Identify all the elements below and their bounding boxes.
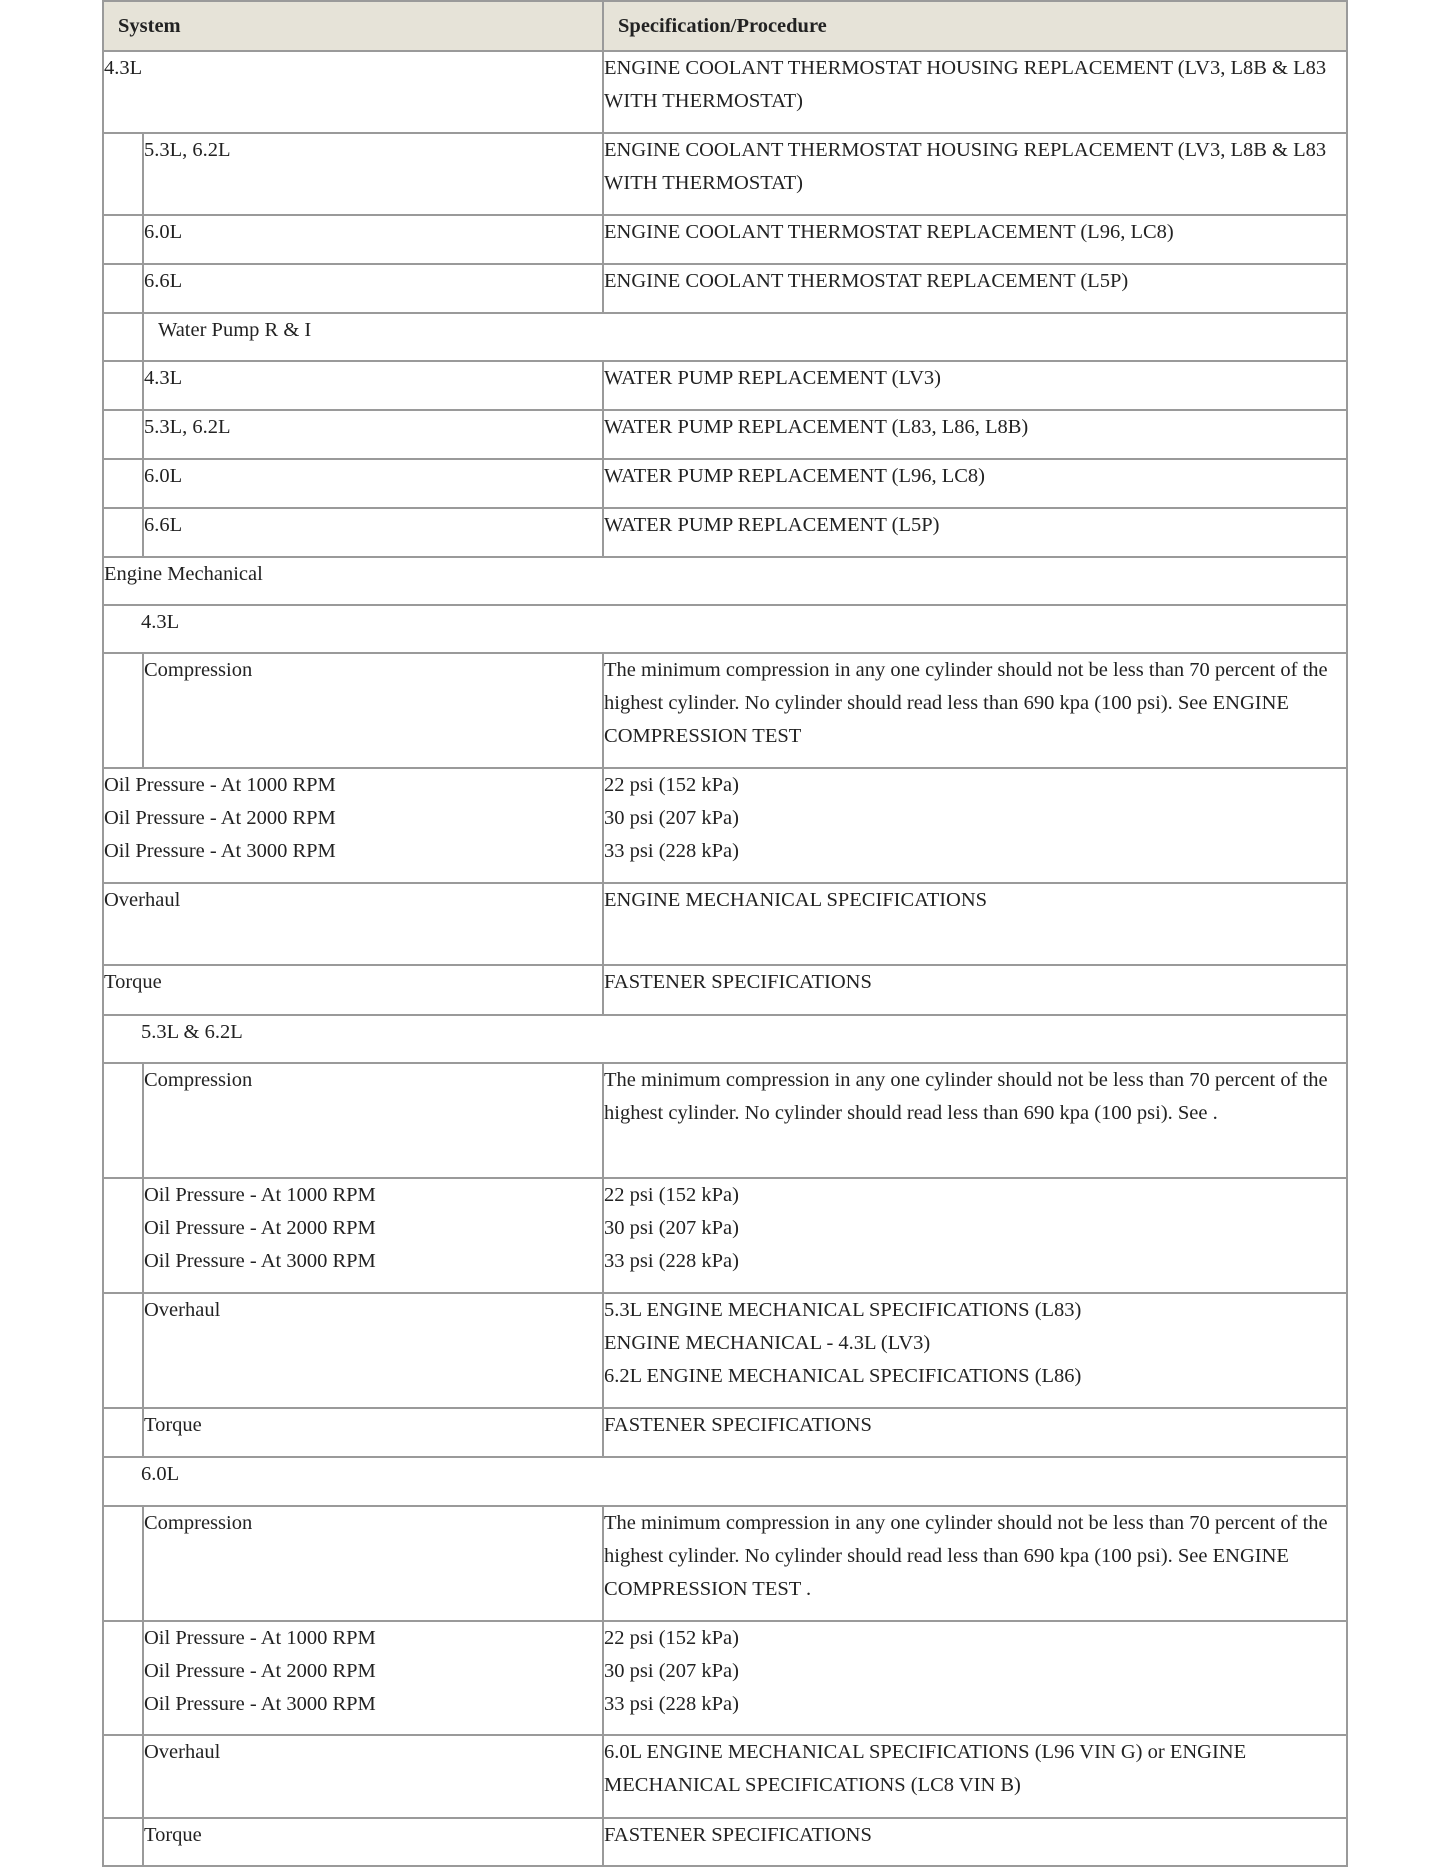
spec-line: 22 psi (152 kPa) xyxy=(604,774,739,796)
table-row xyxy=(103,361,1347,410)
system-cell: Torque xyxy=(103,965,603,1015)
spec-line: 33 psi (228 kPa) xyxy=(604,1250,739,1272)
spec-line: 5.3L ENGINE MECHANICAL SPECIFICATIONS (L83) xyxy=(604,1299,1082,1321)
spec-line: 30 psi (207 kPa) xyxy=(604,807,739,829)
indent-cell xyxy=(103,215,143,264)
spec-line: 33 psi (228 kPa) xyxy=(604,840,739,862)
spec-cell: 6.0L ENGINE MECHANICAL SPECIFICATIONS (L96 VIN G) or ENGINE MECHANICAL SPECIFICATIONS (LC8 VIN B) xyxy=(603,1735,1347,1818)
system-cell: Compression xyxy=(143,653,603,768)
spec-cell xyxy=(603,768,1347,883)
spec-cell: ENGINE COOLANT THERMOSTAT REPLACEMENT (L96, LC8) xyxy=(603,215,1347,264)
table-row xyxy=(103,459,1347,508)
spec-line: 22 psi (152 kPa) xyxy=(604,1627,739,1649)
system-line: Oil Pressure - At 2000 RPM xyxy=(144,1217,376,1239)
spec-cell: ENGINE MECHANICAL SPECIFICATIONS xyxy=(603,883,1347,965)
indent-cell xyxy=(103,1178,143,1293)
spec-cell xyxy=(603,1621,1347,1735)
section-heading-engine-mechanical: Engine Mechanical xyxy=(103,557,1347,605)
table-row xyxy=(103,653,1347,768)
spec-cell: WATER PUMP REPLACEMENT (L83, L86, L8B) xyxy=(603,410,1347,459)
system-cell: Torque xyxy=(143,1818,603,1866)
subsection-cell: Water Pump R & I xyxy=(143,313,1347,361)
spec-cell xyxy=(603,1178,1347,1293)
system-cell: 5.3L, 6.2L xyxy=(143,410,603,459)
spec-line: ENGINE MECHANICAL - 4.3L (LV3) xyxy=(604,1332,931,1354)
table-row xyxy=(103,768,1347,883)
indent-cell xyxy=(103,1735,143,1818)
table-header-row xyxy=(103,1,1347,51)
system-cell: 5.3L, 6.2L xyxy=(143,133,603,215)
indent-cell xyxy=(103,361,143,410)
spec-cell: FASTENER SPECIFICATIONS xyxy=(603,965,1347,1015)
system-line: Oil Pressure - At 2000 RPM xyxy=(144,1660,376,1682)
system-line: Oil Pressure - At 1000 RPM xyxy=(104,774,336,796)
table-row xyxy=(103,1178,1347,1293)
system-cell: Overhaul xyxy=(143,1735,603,1818)
spec-cell: WATER PUMP REPLACEMENT (L5P) xyxy=(603,508,1347,557)
system-line: Oil Pressure - At 3000 RPM xyxy=(144,1693,376,1715)
indent-cell xyxy=(103,1408,143,1457)
table-row xyxy=(103,1621,1347,1735)
system-cell: 6.6L xyxy=(143,264,603,313)
system-cell: Compression xyxy=(143,1063,603,1178)
table-row xyxy=(103,1818,1347,1866)
table-section-row xyxy=(103,605,1347,653)
system-cell xyxy=(103,768,603,883)
indent-cell xyxy=(103,410,143,459)
indent-cell xyxy=(103,133,143,215)
system-line: Oil Pressure - At 1000 RPM xyxy=(144,1627,376,1649)
indent-cell xyxy=(103,1621,143,1735)
spec-table xyxy=(102,0,1348,1867)
system-cell: 4.3L xyxy=(143,361,603,410)
system-cell xyxy=(143,1178,603,1293)
spec-line: 22 psi (152 kPa) xyxy=(604,1184,739,1206)
spec-cell: ENGINE COOLANT THERMOSTAT HOUSING REPLACEMENT (LV3, L8B & L83 WITH THERMOSTAT) xyxy=(603,133,1347,215)
table-section-row xyxy=(103,313,1347,361)
system-cell xyxy=(143,1621,603,1735)
table-row xyxy=(103,1063,1347,1178)
spec-cell xyxy=(603,1293,1347,1408)
spec-cell: FASTENER SPECIFICATIONS xyxy=(603,1818,1347,1866)
table-section-row xyxy=(103,1457,1347,1506)
spec-cell: The minimum compression in any one cylinder should not be less than 70 percent of the highest cylinder. No cylinder should read less than 690 kpa (100 psi). See . xyxy=(603,1063,1347,1178)
table-section-row xyxy=(103,557,1347,605)
subsection-cell: 5.3L & 6.2L xyxy=(103,1015,1347,1063)
spec-cell: WATER PUMP REPLACEMENT (L96, LC8) xyxy=(603,459,1347,508)
subsection-cell: 6.0L xyxy=(103,1457,1347,1506)
table-row xyxy=(103,1293,1347,1408)
column-header-specification: Specification/Procedure xyxy=(603,1,1347,51)
spec-cell: ENGINE COOLANT THERMOSTAT REPLACEMENT (L5P) xyxy=(603,264,1347,313)
system-cell: 6.0L xyxy=(143,459,603,508)
spec-cell: WATER PUMP REPLACEMENT (LV3) xyxy=(603,361,1347,410)
indent-cell xyxy=(103,1293,143,1408)
system-line: Oil Pressure - At 1000 RPM xyxy=(144,1184,376,1206)
table-row xyxy=(103,215,1347,264)
table-section-row xyxy=(103,1015,1347,1063)
system-cell: 6.6L xyxy=(143,508,603,557)
indent-cell xyxy=(103,1506,143,1621)
indent-cell xyxy=(103,1063,143,1178)
column-header-system: System xyxy=(103,1,603,51)
system-line: Oil Pressure - At 2000 RPM xyxy=(104,807,336,829)
system-cell: Overhaul xyxy=(143,1293,603,1408)
subsection-cell: 4.3L xyxy=(103,605,1347,653)
spec-cell: The minimum compression in any one cylinder should not be less than 70 percent of the highest cylinder. No cylinder should read less than 690 kpa (100 psi). See ENGINE COMPRESSION TEST xyxy=(603,653,1347,768)
table-row xyxy=(103,883,1347,965)
spec-cell: ENGINE COOLANT THERMOSTAT HOUSING REPLACEMENT (LV3, L8B & L83 WITH THERMOSTAT) xyxy=(603,51,1347,133)
indent-cell xyxy=(103,459,143,508)
table-row xyxy=(103,1506,1347,1621)
system-line: Oil Pressure - At 3000 RPM xyxy=(104,840,336,862)
system-line: Oil Pressure - At 3000 RPM xyxy=(144,1250,376,1272)
table-row xyxy=(103,508,1347,557)
spec-line: 33 psi (228 kPa) xyxy=(604,1693,739,1715)
spec-cell: The minimum compression in any one cylinder should not be less than 70 percent of the highest cylinder. No cylinder should read less than 690 kpa (100 psi). See ENGINE COMPRESSION TEST . xyxy=(603,1506,1347,1621)
spec-line: 30 psi (207 kPa) xyxy=(604,1217,739,1239)
system-cell: 4.3L xyxy=(103,51,603,133)
table-row xyxy=(103,965,1347,1015)
indent-cell xyxy=(103,653,143,768)
spec-line: 30 psi (207 kPa) xyxy=(604,1660,739,1682)
indent-cell xyxy=(103,1818,143,1866)
indent-cell xyxy=(103,264,143,313)
table-row xyxy=(103,1735,1347,1818)
table-row xyxy=(103,1408,1347,1457)
spec-line: 6.2L ENGINE MECHANICAL SPECIFICATIONS (L86) xyxy=(604,1365,1082,1387)
table-row xyxy=(103,51,1347,133)
system-cell: Compression xyxy=(143,1506,603,1621)
table-row xyxy=(103,133,1347,215)
system-cell: 6.0L xyxy=(143,215,603,264)
system-cell: Overhaul xyxy=(103,883,603,965)
spec-cell: FASTENER SPECIFICATIONS xyxy=(603,1408,1347,1457)
indent-cell xyxy=(103,508,143,557)
system-cell: Torque xyxy=(143,1408,603,1457)
table-row xyxy=(103,410,1347,459)
table-row xyxy=(103,264,1347,313)
indent-cell xyxy=(103,313,143,361)
